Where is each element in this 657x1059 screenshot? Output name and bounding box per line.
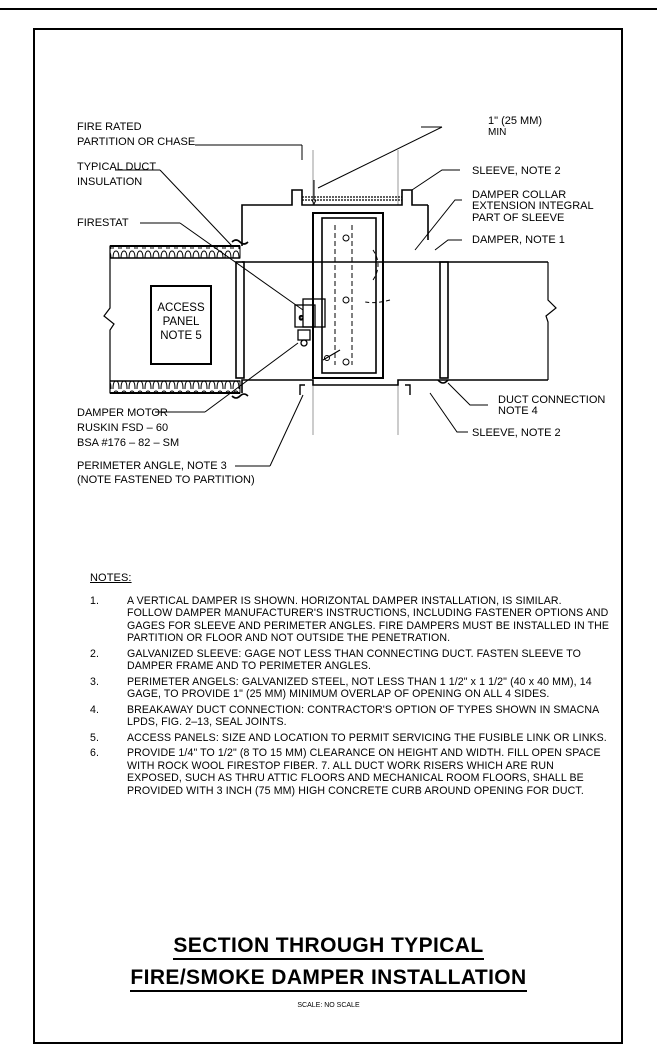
note-text: ACCESS PANELS: SIZE AND LOCATION TO PERMIT SERVICING THE FUSIBLE LINK OR LINKS. [127, 731, 607, 744]
firestat-motor [295, 299, 325, 346]
note-text: PROVIDE 1/4" TO 1/2" (8 TO 15 MM) CLEARANCE ON HEIGHT AND WIDTH. FILL OPEN SPACE WITH ROCK WOOL FIRESTOP FIBER. 7. ALL DUCT WORK RISERS WHICH ARE RUN EXPOSED, SUCH AS THRU ATTIC FLOORS AND MECHANICAL ROOM FLOORS, SHALL BE PROVIDED WITH 3 INCH (75 MM) HIGH CONCRETE CURB AROUND OPENING FOR DUCT. [127, 747, 601, 797]
label-access-3: NOTE 5 [160, 330, 202, 342]
fire-damper [313, 213, 390, 378]
partition-wall [313, 150, 398, 435]
scale-note: SCALE: NO SCALE [297, 1002, 360, 1009]
label-duct-insulation-1: TYPICAL DUCT [77, 161, 157, 173]
drawing-title-line-2-text: FIRE/SMOKE DAMPER INSTALLATION [130, 966, 526, 992]
drawing-title-line-1 [0, 934, 657, 958]
label-motor-3: BSA #176 – 82 – SM [77, 437, 180, 449]
svg-text:c: c [299, 313, 303, 322]
note-item [90, 732, 610, 745]
label-damper: DAMPER, NOTE 1 [472, 234, 565, 246]
label-sleeve-bottom: SLEEVE, NOTE 2 [472, 427, 561, 439]
label-min-clearance-2: MIN [488, 127, 507, 138]
label-fire-rated-1: FIRE RATED [77, 121, 142, 133]
note-item [90, 747, 610, 797]
label-firestat: FIRESTAT [77, 217, 129, 229]
note-text: PERIMETER ANGELS: GALVANIZED STEEL, NOT LESS THAN 1 1/2" x 1 1/2" (40 x 40 MM), 14 GAGE, TO PROVIDE 1" (25 MM) MINIMUM OVERLAP OF OPENING ON ALL 4 SIDES. [127, 675, 592, 700]
label-collar-1: DAMPER COLLAR [472, 189, 567, 201]
label-perimeter-1: PERIMETER ANGLE, NOTE 3 [77, 460, 227, 472]
note-text: A VERTICAL DAMPER IS SHOWN. HORIZONTAL DAMPER INSTALLATION, IS SIMILAR. FOLLOW DAMPER MANUFACTURER'S INSTRUCTIONS, INCLUDING FASTENER OPTIONS AND GAGES FOR SLEEVE AND PERIMETER ANGLES. FIRE DAMPERS MUST BE INSTALLED IN THE PARTITION OR FLOOR AND NOT OUTSIDE THE PENETRATION. [127, 594, 610, 644]
label-access-1: ACCESS [157, 302, 205, 314]
label-fire-rated-2: PARTITION OR CHASE [77, 136, 196, 148]
drawing-title-line-1-text: SECTION THROUGH TYPICAL [173, 934, 483, 960]
drawing-title-line-2 [0, 966, 657, 990]
label-collar-3: PART OF SLEEVE [472, 212, 565, 224]
label-collar-2: EXTENSION INTEGRAL [472, 200, 594, 212]
leader-lines [115, 127, 488, 466]
note-text: BREAKAWAY DUCT CONNECTION: CONTRACTOR'S OPTION OF TYPES SHOWN IN SMACNA LPDS, FIG. 2–13, SEAL JOINTS. [127, 703, 599, 728]
note-item [90, 595, 610, 645]
note-item [90, 676, 610, 701]
label-duct-connection-2: NOTE 4 [498, 405, 538, 417]
note-item [90, 648, 610, 673]
label-motor-2: RUSKIN FSD – 60 [77, 422, 169, 434]
note-number: 2. [90, 647, 100, 660]
note-number: 3. [90, 675, 100, 688]
label-sleeve-top: SLEEVE, NOTE 2 [472, 165, 561, 177]
note-item [90, 704, 610, 729]
label-motor-1: DAMPER MOTOR [77, 407, 168, 419]
label-min-clearance-1: 1" (25 MM) [488, 115, 543, 127]
notes-heading: NOTES: [90, 572, 132, 584]
note-number: 5. [90, 731, 100, 744]
label-access-2: PANEL [162, 316, 200, 328]
note-number: 6. [90, 747, 100, 759]
duct-connection-flanges [232, 240, 448, 398]
label-duct-insulation-2: INSULATION [77, 176, 143, 188]
notes-section [90, 572, 610, 800]
label-duct-connection-1: DUCT CONNECTION [498, 394, 606, 406]
note-number: 4. [90, 703, 100, 716]
label-perimeter-2: (NOTE FASTENED TO PARTITION) [77, 474, 255, 486]
note-text: GALVANIZED SLEEVE: GAGE NOT LESS THAN CONNECTING DUCT. FASTEN SLEEVE TO DAMPER FRAME AND TO PERIMETER ANGLES. [127, 647, 581, 672]
note-number: 1. [90, 594, 100, 607]
